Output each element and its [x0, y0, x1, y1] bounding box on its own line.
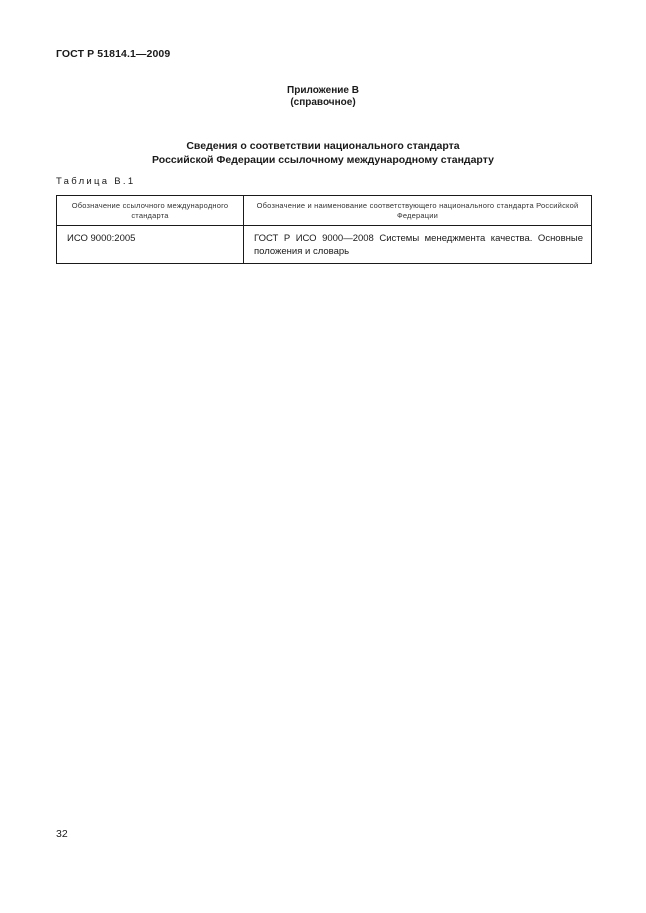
document-code: ГОСТ Р 51814.1—2009: [56, 48, 171, 60]
table-header-national: Обозначение и наименование соответствующего национального стандарта Российской Федерации: [244, 196, 592, 226]
table-header-international: Обозначение ссылочного международного стандарта: [57, 196, 244, 226]
international-standard-cell: ИСО 9000:2005: [57, 226, 244, 264]
section-title-line-2: Российской Федерации ссылочному международному стандарту: [152, 154, 494, 166]
section-title-line-1: Сведения о соответствии национального стандарта: [186, 140, 460, 152]
national-standard-cell: ГОСТ Р ИСО 9000—2008 Системы менеджмента качества. Основные положения и словарь: [244, 226, 592, 264]
appendix-title: Приложение В: [287, 85, 359, 96]
table-row: [57, 226, 592, 264]
table-header-row: [57, 196, 592, 226]
appendix-subtitle: (справочное): [290, 97, 356, 108]
appendix-heading: [0, 85, 646, 109]
page-number: 32: [56, 828, 68, 840]
section-title: [0, 139, 646, 167]
table-caption: Таблица В.1: [56, 176, 136, 187]
correspondence-table: [56, 195, 592, 264]
